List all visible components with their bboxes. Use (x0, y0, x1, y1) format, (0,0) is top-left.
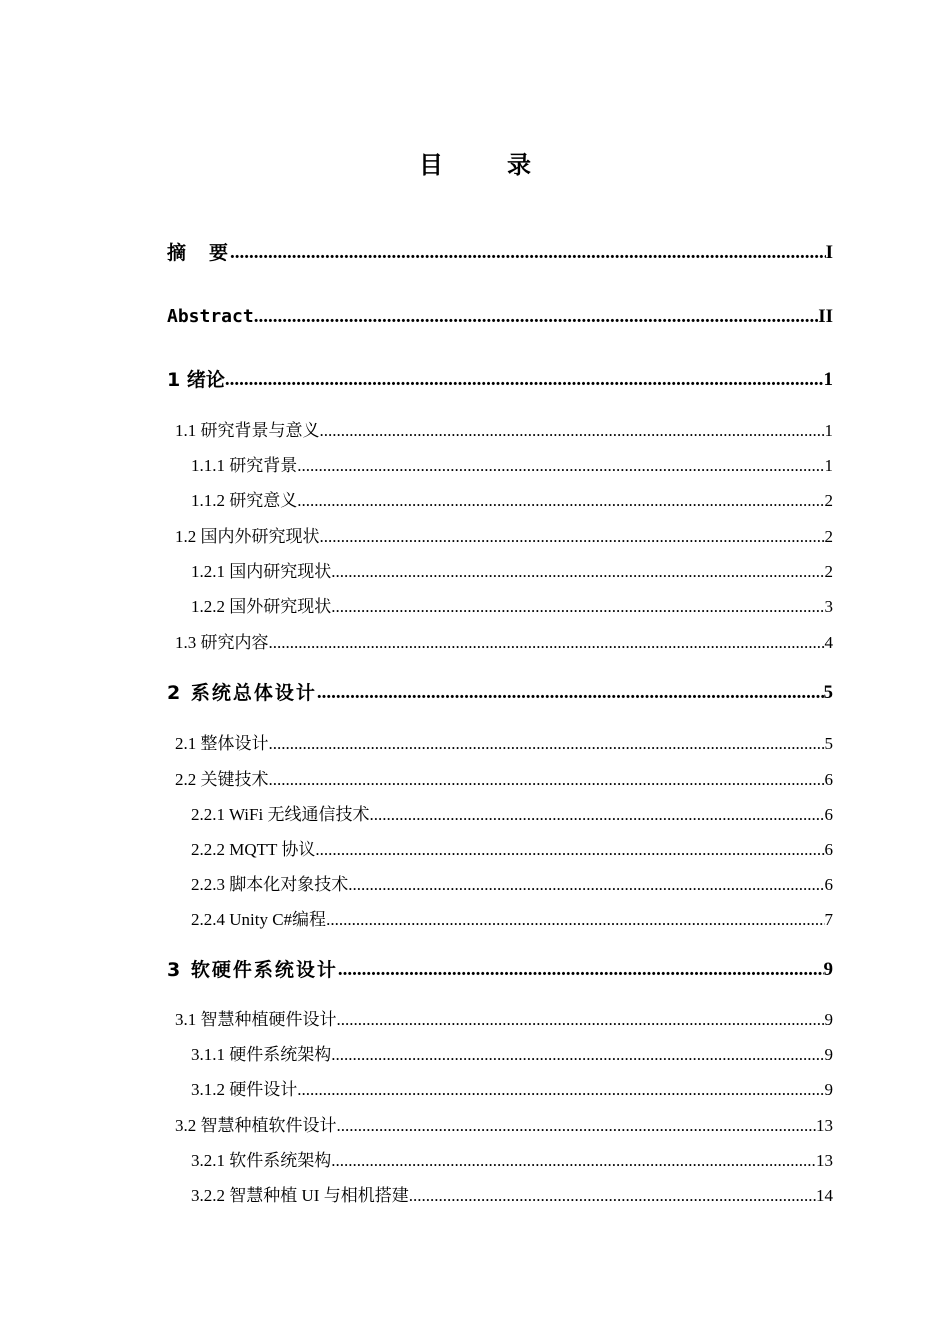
toc-entry-label: 1.2 国内外研究现状 (175, 527, 320, 546)
toc-entry-3-1-2[interactable] (191, 1079, 833, 1101)
toc-leader (409, 1185, 816, 1207)
toc-entry-2-2[interactable] (175, 769, 833, 791)
toc-entry-label: 3.1.1 硬件系统架构 (191, 1045, 332, 1064)
toc-entry-2-2-2[interactable] (191, 839, 833, 861)
toc-leader (315, 839, 824, 861)
toc-page-number: 9 (824, 1080, 833, 1099)
toc-leader (331, 1150, 816, 1172)
toc-entry-label: 1.1 研究背景与意义 (175, 421, 320, 440)
toc-leader (254, 304, 819, 330)
toc-entry-1-1[interactable] (175, 420, 833, 442)
toc-page-number: 6 (824, 875, 833, 894)
toc-entry-chapter-2[interactable] (167, 680, 833, 706)
toc-page-number: 1 (823, 369, 833, 390)
toc-page-number: 9 (823, 959, 833, 980)
toc-page-number: 4 (824, 633, 833, 652)
toc-entry-1-2-2[interactable] (191, 596, 833, 618)
toc-page-number: 5 (824, 734, 833, 753)
toc-leader (297, 1079, 824, 1101)
toc-leader (338, 957, 824, 983)
toc-entry-chapter-3[interactable] (167, 957, 833, 983)
toc-page-number: 2 (824, 562, 833, 581)
toc-entry-label: 1.1.2 研究意义 (191, 491, 298, 510)
toc-leader (331, 1044, 824, 1066)
toc-leader (230, 240, 826, 266)
toc-leader (337, 1009, 825, 1031)
toc-leader (297, 490, 824, 512)
toc-entry-label: 2.2.2 MQTT 协议 (191, 840, 316, 859)
toc-page-number: 6 (824, 770, 833, 789)
toc-entry-label: Abstract (167, 306, 254, 327)
toc-leader (331, 596, 824, 618)
toc-entry-label: 3.2 智慧种植软件设计 (175, 1116, 337, 1135)
toc-leader (269, 632, 825, 654)
toc-leader (297, 455, 824, 477)
toc-entry-chapter-1[interactable] (167, 367, 833, 393)
toc-page-number: 3 (824, 597, 833, 616)
toc-entry-label: 2.2 关键技术 (175, 770, 269, 789)
toc-entry-label: 3.2.2 智慧种植 UI 与相机搭建 (191, 1186, 409, 1205)
toc-leader (326, 909, 824, 931)
toc-leader (320, 420, 825, 442)
toc-entry-label: 2.2.3 脚本化对象技术 (191, 875, 349, 894)
page-title: 目 录 (419, 151, 551, 179)
toc-entry-label: 3 软硬件系统设计 (167, 959, 338, 981)
toc-entry-3-1[interactable] (175, 1009, 833, 1031)
toc-page-number: 9 (824, 1045, 833, 1064)
toc-leader (369, 804, 824, 826)
toc-page-number: II (818, 306, 833, 327)
toc-entry-label: 1.3 研究内容 (175, 633, 269, 652)
toc-entry-2-2-1[interactable] (191, 804, 833, 826)
toc-leader (317, 680, 824, 706)
toc-page-number: 2 (824, 527, 833, 546)
toc-entry-label: 摘 要 (167, 242, 231, 264)
toc-leader (348, 874, 824, 896)
toc-page-number: 5 (823, 682, 833, 703)
toc-entry-3-2-1[interactable] (191, 1150, 833, 1172)
toc-page-number: 1 (824, 421, 833, 440)
toc-entry-2-2-4[interactable] (191, 909, 833, 931)
toc-entry-2-2-3[interactable] (191, 874, 833, 896)
toc-entry-label: 1.2.2 国外研究现状 (191, 597, 332, 616)
toc-leader (331, 561, 824, 583)
toc-entry-1-2[interactable] (175, 526, 833, 548)
toc-entry-label: 2.1 整体设计 (175, 734, 269, 753)
toc-entry-1-3[interactable] (175, 632, 833, 654)
toc-page-number: 7 (824, 910, 833, 929)
toc-page-number: 14 (816, 1186, 833, 1205)
toc-leader (337, 1115, 817, 1137)
toc-page-number: 9 (824, 1010, 833, 1029)
toc-entry-label: 3.2.1 软件系统架构 (191, 1151, 332, 1170)
toc-entry-label: 2.2.4 Unity C#编程 (191, 910, 327, 929)
toc-entry-1-1-1[interactable] (191, 455, 833, 477)
toc-entry-2-1[interactable] (175, 733, 833, 755)
toc-entry-label: 2.2.1 WiFi 无线通信技术 (191, 805, 370, 824)
toc-page-number: 13 (816, 1116, 833, 1135)
toc-leader (269, 769, 825, 791)
toc-entry-abstract-en[interactable] (167, 304, 833, 330)
toc-page-number: 6 (824, 840, 833, 859)
toc-entry-1-1-2[interactable] (191, 490, 833, 512)
toc-entry-label: 1 绪论 (167, 369, 225, 391)
toc-entry-label: 3.1 智慧种植硬件设计 (175, 1010, 337, 1029)
toc-page-number: I (825, 242, 833, 263)
toc-entry-3-1-1[interactable] (191, 1044, 833, 1066)
toc-entry-3-2-2[interactable] (191, 1185, 833, 1207)
toc-entry-label: 1.1.1 研究背景 (191, 456, 298, 475)
toc-entry-label: 1.2.1 国内研究现状 (191, 562, 332, 581)
toc-page-number: 13 (816, 1151, 833, 1170)
toc-entry-1-2-1[interactable] (191, 561, 833, 583)
toc-entry-label: 3.1.2 硬件设计 (191, 1080, 298, 1099)
toc-page-number: 2 (824, 491, 833, 510)
toc-leader (225, 367, 824, 393)
toc-entry-3-2[interactable] (175, 1115, 833, 1137)
toc-leader (320, 526, 825, 548)
toc-entry-label: 2 系统总体设计 (167, 682, 317, 704)
toc-entry-abstract-cn[interactable] (167, 240, 833, 266)
toc-page-number: 6 (824, 805, 833, 824)
toc-leader (269, 733, 825, 755)
toc-page-number: 1 (824, 456, 833, 475)
